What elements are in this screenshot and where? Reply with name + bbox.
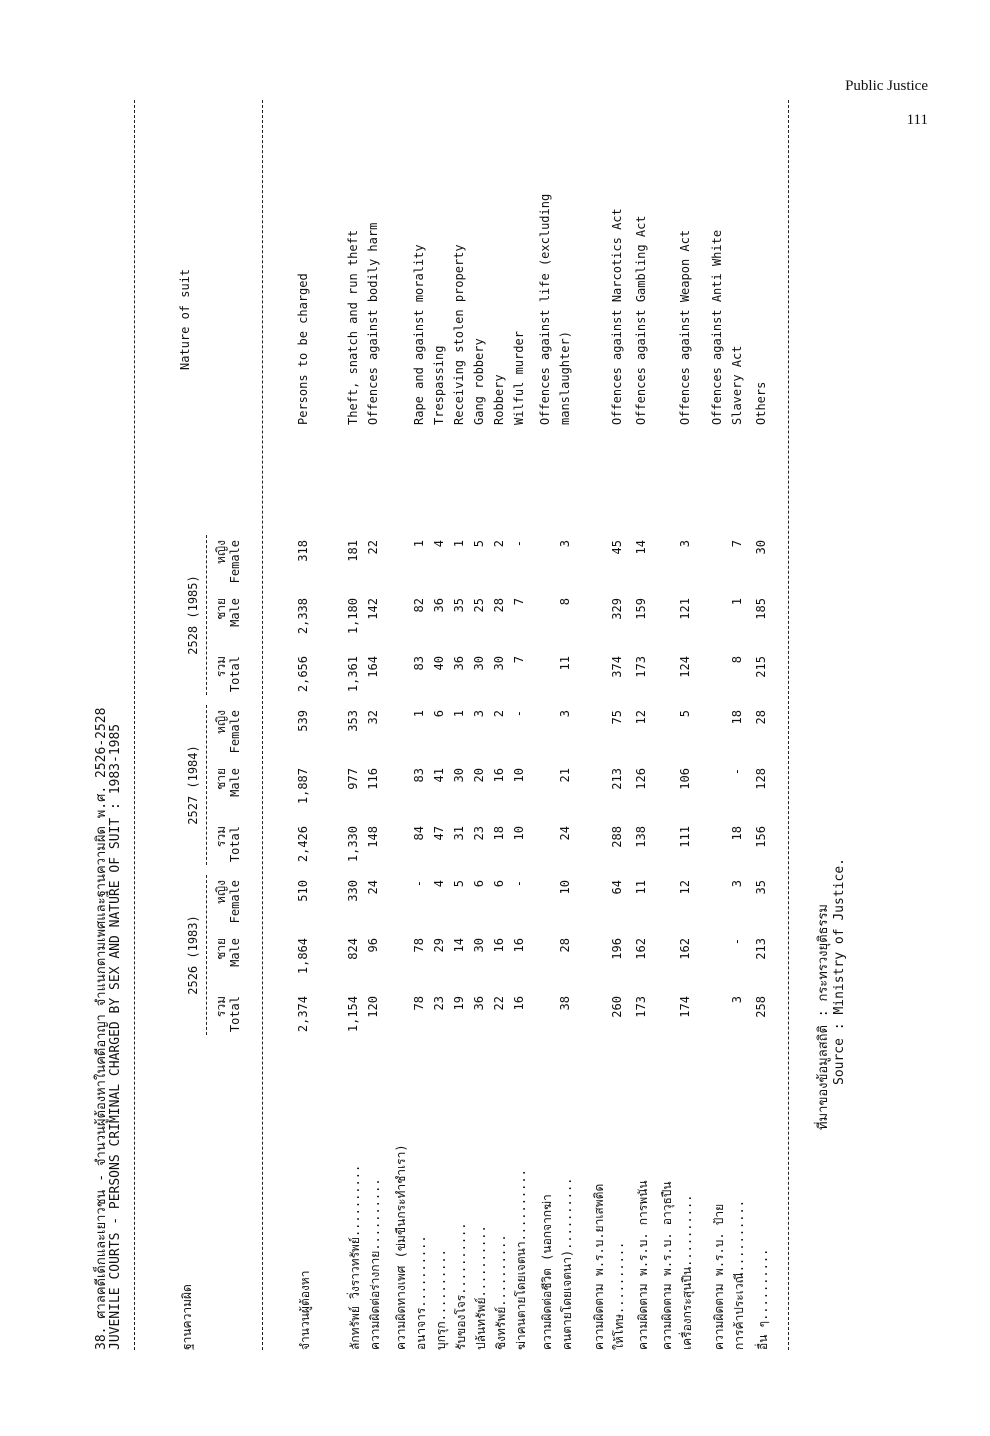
table-cell: 7 [730,540,744,548]
row-label-english: Offences against Weapon Act [678,229,692,425]
table-cell: 1,330 [346,826,360,863]
table-cell: 14 [634,540,648,555]
row-label-thai: จำนวนผู้ต้องหา [298,1270,312,1350]
row-label-english: Robbery [492,374,506,425]
table-cell: 181 [346,540,360,562]
year-underline [206,535,207,695]
table-cell: 213 [754,938,768,960]
table-cell: 16 [492,768,506,783]
row-label-english: Slavery Act [730,345,744,425]
source-thai: ที่มาของข้อมูลสถิติ : กระทรวงยุติธรรม [816,903,831,1130]
table-cell: 510 [296,880,310,902]
row-label-thai: ชิงทรัพย์.......... [494,1234,508,1350]
table-cell: 8 [558,598,572,606]
row-label-thai: ความผิดต่อชีวิต (นอกจากฆ่า [540,1194,554,1350]
row-label-english: manslaughter) [558,331,572,425]
header-rule [262,100,263,1350]
table-cell: 18 [492,826,506,841]
table-cell: 124 [678,656,692,678]
row-label-thai: อนาจาร.......... [414,1235,428,1350]
table-cell: 2 [492,540,506,548]
year-underline [206,875,207,1035]
table-cell: 23 [432,996,446,1011]
row-label-thai: ความผิดตาม พ.ร.บ. ป้าย [712,1203,726,1350]
table-cell: 16 [512,938,526,953]
table-cell: 353 [346,710,360,732]
table-cell: 1,887 [296,768,310,805]
table-cell: - [512,880,526,888]
row-label-english: Trespassing [432,345,446,425]
table-cell: 7 [512,598,526,606]
row-label-english: Offences against bodily harm [366,222,380,425]
bottom-rule [788,100,789,1350]
table-cell: 4 [432,880,446,888]
sub-header: หญิง Female [214,540,242,584]
top-rule [134,100,135,1350]
table-cell: 1,361 [346,656,360,693]
table-cell: 22 [492,996,506,1011]
table-cell: 10 [512,826,526,841]
row-label-thai: ลักทรัพย์ วิ่งราวทรัพย์.......... [348,1164,362,1350]
table-cell: 3 [730,996,744,1004]
row-label-thai: ความผิดต่อร่างกาย.......... [368,1178,382,1350]
table-cell: 30 [472,656,486,671]
table-cell: - [730,768,744,776]
row-label-english: Rape and against morality [412,244,426,425]
table-cell: - [730,938,744,946]
table-cell: 12 [634,710,648,725]
table-cell: 5 [472,540,486,548]
table-cell: 23 [472,826,486,841]
sub-header: รวม Total [214,656,242,693]
table-cell: 173 [634,656,648,678]
table-cell: 106 [678,768,692,790]
sub-header: หญิง Female [214,880,242,924]
table-cell: 28 [492,598,506,613]
table-cell: 159 [634,598,648,620]
table-cell: 260 [610,996,624,1018]
table-cell: 185 [754,598,768,620]
table-cell: 28 [754,710,768,725]
row-label-thai: คนตายโดยเจตนา).......... [560,1177,574,1350]
row-label-english: Wilful murder [512,331,526,425]
table-cell: 148 [366,826,380,848]
year-header: 2528 (1985) [186,575,200,655]
table-cell: - [412,880,426,888]
rotated-statistics-table [90,100,870,1350]
table-cell: 8 [730,656,744,664]
table-cell: 1 [730,598,744,606]
table-cell: 116 [366,768,380,790]
row-label-english: Receiving stolen property [452,244,466,425]
table-cell: 329 [610,598,624,620]
column-header-thai: ฐานความผิด [180,1284,194,1350]
table-cell: 1 [452,710,466,718]
row-label-thai: การค้าประเวณี.......... [732,1200,746,1350]
year-underline [206,705,207,865]
table-title-english: JUVENILE COURTS - PERSONS CRIMINAL CHARGED BY SEX AND NATURE OF SUIT : 1983-1985 [108,723,123,1350]
table-cell: 156 [754,826,768,848]
table-cell: 19 [452,996,466,1011]
page-number: 111 [906,112,928,128]
table-cell: 196 [610,938,624,960]
table-cell: 16 [512,996,526,1011]
table-cell: 258 [754,996,768,1018]
row-label-thai: บุกรุก.......... [434,1249,448,1350]
row-label-thai: ความผิดตาม พ.ร.บ.ยาเสพติด [592,1183,606,1350]
table-cell: 4 [432,540,446,548]
table-cell: 10 [512,768,526,783]
table-cell: 30 [452,768,466,783]
table-cell: 288 [610,826,624,848]
table-cell: 31 [452,826,466,841]
row-label-thai: ฆ่าคนตายโดยเจตนา.......... [514,1169,528,1350]
table-cell: 3 [472,710,486,718]
table-cell: 5 [452,880,466,888]
table-cell: 1 [412,540,426,548]
table-cell: 539 [296,710,310,732]
table-cell: 32 [366,710,380,725]
row-label-english: Offences against Anti White [710,229,724,425]
sub-header: ชาย Male [214,768,242,797]
table-cell: 36 [432,598,446,613]
table-cell: 3 [558,710,572,718]
row-label-english: Others [754,381,768,425]
row-label-english: Offences against Gambling Act [634,215,648,425]
table-cell: 138 [634,826,648,848]
table-cell: 21 [558,768,572,783]
row-label-thai: เครื่องกระสุนปืน.......... [680,1194,694,1350]
table-cell: 38 [558,996,572,1011]
table-cell: - [512,540,526,548]
table-cell: 1,154 [346,996,360,1033]
table-cell: 3 [558,540,572,548]
table-cell: 374 [610,656,624,678]
table-cell: 3 [730,880,744,888]
table-cell: 2,374 [296,996,310,1033]
table-cell: 40 [432,656,446,671]
table-cell: 1,864 [296,938,310,975]
table-cell: 215 [754,656,768,678]
table-cell: 24 [366,880,380,895]
table-cell: 30 [492,656,506,671]
row-label-thai: รับของโจร.......... [454,1222,468,1350]
table-cell: 1 [412,710,426,718]
table-cell: 330 [346,880,360,902]
table-cell: 16 [492,938,506,953]
table-cell: 213 [610,768,624,790]
table-cell: 30 [754,540,768,555]
sub-header: รวม Total [214,996,242,1033]
source-english: Source : Ministry of Justice. [832,858,847,1085]
table-cell: 2 [492,710,506,718]
table-cell: 6 [492,880,506,888]
table-cell: 10 [558,880,572,895]
table-cell: 20 [472,768,486,783]
table-cell: 25 [472,598,486,613]
table-cell: 83 [412,768,426,783]
row-label-english: Persons to be charged [296,273,310,425]
table-cell: 5 [678,710,692,718]
table-cell: 64 [610,880,624,895]
row-label-thai: ปล้นทรัพย์.......... [474,1225,488,1350]
table-cell: 22 [366,540,380,555]
table-cell: 96 [366,938,380,953]
sub-header: ชาย Male [214,598,242,627]
row-label-english: Offences against Narcotics Act [610,208,624,425]
table-cell: 83 [412,656,426,671]
table-cell: 75 [610,710,624,725]
table-cell: 82 [412,598,426,613]
table-cell: 121 [678,598,692,620]
row-label-thai: อื่น ๆ.......... [756,1248,770,1350]
table-cell: 6 [432,710,446,718]
table-cell: - [512,710,526,718]
table-cell: 35 [754,880,768,895]
table-cell: 142 [366,598,380,620]
table-cell: 162 [634,938,648,960]
table-cell: 35 [452,598,466,613]
table-cell: 36 [472,996,486,1011]
table-cell: 3 [678,540,692,548]
table-cell: 28 [558,938,572,953]
table-cell: 7 [512,656,526,664]
row-label-thai: ความผิดทางเพศ (ข่มขืนกระทำชำเรา) [394,1144,408,1350]
table-cell: 128 [754,768,768,790]
row-label-english: Offences against life (excluding [538,193,552,425]
table-cell: 164 [366,656,380,678]
table-cell: 126 [634,768,648,790]
table-cell: 6 [472,880,486,888]
year-header: 2526 (1983) [186,915,200,995]
table-cell: 120 [366,996,380,1018]
table-cell: 173 [634,996,648,1018]
table-cell: 45 [610,540,624,555]
table-cell: 36 [452,656,466,671]
table-title-thai: 38. ศาลคดีเด็กและเยาวชน - จำนวนผู้ต้องหาในคดีอาญา จำแนกตามเพศและฐานความผิด พ.ศ. 2526-2528 [94,707,109,1350]
table-cell: 162 [678,938,692,960]
year-header: 2527 (1984) [186,745,200,825]
table-cell: 2,656 [296,656,310,693]
table-cell: 2,338 [296,598,310,635]
sub-header: รวม Total [214,826,242,863]
table-cell: 824 [346,938,360,960]
table-cell: 11 [558,656,572,671]
table-cell: 84 [412,826,426,841]
table-cell: 12 [678,880,692,895]
table-cell: 18 [730,710,744,725]
table-cell: 11 [634,880,648,895]
table-cell: 47 [432,826,446,841]
table-cell: 1 [452,540,466,548]
row-label-thai: ความผิดตาม พ.ร.บ. อาวุธปืน [660,1181,674,1350]
table-cell: 977 [346,768,360,790]
row-label-english: Theft, snatch and run theft [346,229,360,425]
page-header-title: Public Justice [845,78,928,94]
row-label-thai: ให้โทษ.......... [612,1241,626,1350]
table-cell: 14 [452,938,466,953]
table-cell: 29 [432,938,446,953]
column-header-english: Nature of suit [178,268,192,370]
sub-header: หญิง Female [214,710,242,754]
table-cell: 111 [678,826,692,848]
table-cell: 174 [678,996,692,1018]
table-cell: 1,180 [346,598,360,635]
table-cell: 18 [730,826,744,841]
sub-header: ชาย Male [214,938,242,967]
table-cell: 2,426 [296,826,310,863]
table-cell: 30 [472,938,486,953]
table-cell: 41 [432,768,446,783]
row-label-thai: ความผิดตาม พ.ร.บ. การพนัน [636,1180,650,1350]
table-cell: 78 [412,996,426,1011]
table-cell: 24 [558,826,572,841]
table-cell: 78 [412,938,426,953]
row-label-english: Gang robbery [472,338,486,425]
table-cell: 318 [296,540,310,562]
